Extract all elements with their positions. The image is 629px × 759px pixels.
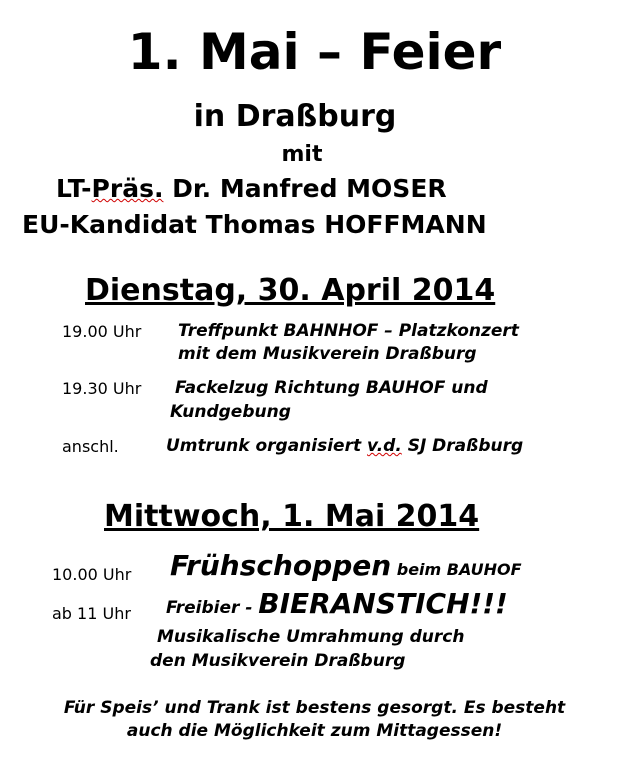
day1-event1-time: 19.00 Uhr — [62, 322, 142, 341]
guest-1-name: Dr. Manfred MOSER — [163, 174, 447, 203]
day2-event1-highlight: Frühschoppen — [170, 549, 392, 582]
footer-line1: Für Speis’ und Trank ist bestens gesorgt. Es besteht — [63, 698, 566, 718]
event-title: 1. Mai – Feier — [127, 23, 502, 81]
day2-event2-time: ab 11 Uhr — [52, 604, 131, 623]
day2-date: Mittwoch, 1. Mai 2014 — [104, 499, 480, 534]
day1-event2-time: 19.30 Uhr — [62, 379, 142, 398]
day1-event3-time: anschl. — [62, 437, 119, 456]
day2-event2-line3: den Musikverein Draßburg — [150, 651, 406, 671]
day1-event3-text-a: Umtrunk organisiert — [166, 436, 367, 456]
guest-1-abbrev: Präs. — [91, 174, 164, 203]
day1-event3-text-c: SJ Draßburg — [401, 436, 524, 456]
day1-event2-line2: Kundgebung — [170, 402, 291, 422]
guest-2: EU-Kandidat Thomas HOFFMANN — [22, 210, 487, 239]
day2-event1-rest: beim BAUHOF — [391, 560, 522, 579]
guest-1 — [56, 173, 447, 205]
day2-event1-time: 10.00 Uhr — [52, 565, 132, 584]
day2-event1-text — [170, 550, 522, 582]
day1-event1-line1: Treffpunkt BAHNHOF – Platzkonzert — [178, 321, 519, 341]
footer-line2: auch die Möglichkeit zum Mittagessen! — [126, 721, 503, 741]
day1-event3-text-b: v.d. — [367, 436, 402, 456]
day2-event2-highlight: BIERANSTICH!!! — [258, 587, 508, 620]
day1-event1-line2: mit dem Musikverein Draßburg — [178, 344, 477, 364]
with-label: mit — [281, 142, 323, 167]
event-location: in Draßburg — [193, 99, 397, 134]
day1-date: Dienstag, 30. April 2014 — [85, 273, 496, 308]
day2-event2-prefix: Freibier - — [166, 598, 259, 618]
guest-1-prefix: LT- — [56, 174, 92, 203]
day2-event2-text — [166, 588, 508, 620]
day1-event2-line1: Fackelzug Richtung BAUHOF und — [175, 378, 488, 398]
day1-event3-text — [166, 435, 523, 457]
day2-event2-line2: Musikalische Umrahmung durch — [157, 627, 465, 647]
